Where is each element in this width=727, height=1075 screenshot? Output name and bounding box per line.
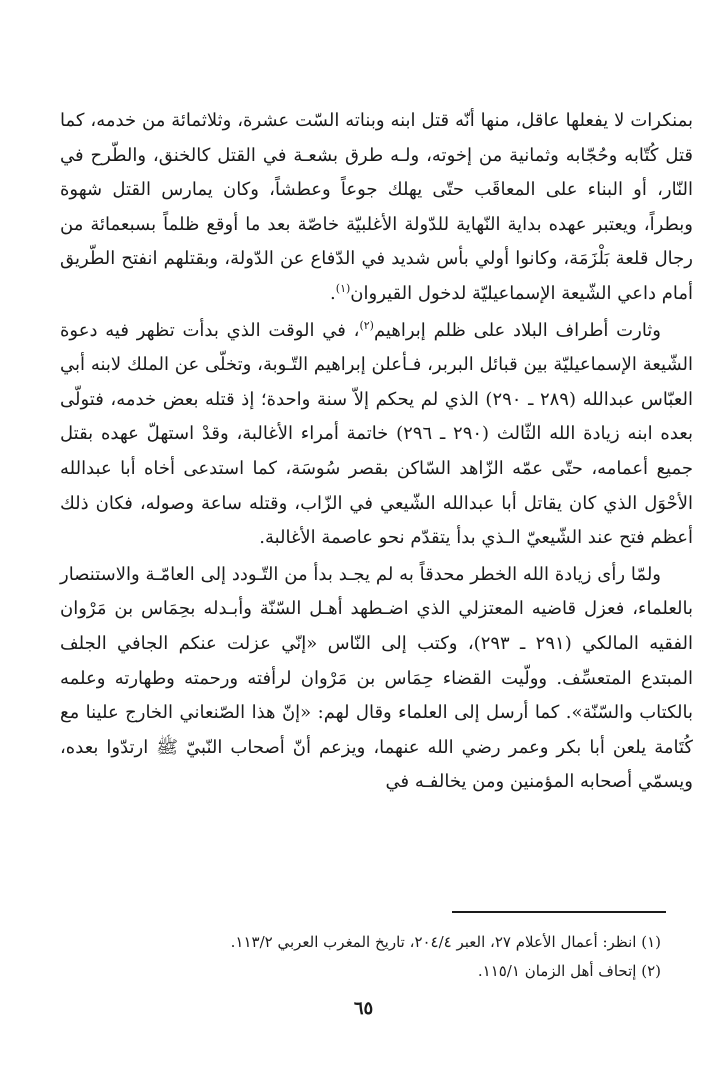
paragraph-2-text: وثارت أطراف البلاد على ظلم إبراهيم — [373, 319, 661, 341]
paragraph-1-text: بمنكرات لا يفعلها عاقل، منها أنّه قتل ابنه وبناته السّت عشرة، وثلاثمائة من خدمه، كما قتل كُتّابه وحُجّابه وثمانية من إخوته، ولـه طرق بشعـة في القتل كالخنق، والطّرح في النّار، أو البناء على المعاقَب حتّى يهلك جوعاً وعطشاً، وكان يمارس القتل شهوة وبطراً، ويعتبر عهده بداية النّهاية للدّولة الأغلبيّة خاصّة بعد ما أوقع ظلماً بسبعمائة من رجال قلعة بَلْزَمَة، وكانوا أولي بأس شديد في الدّفاع عن الدّولة، وبقتلهم انفتح الطّريق أمام داعي الشّيعة الإسماعيليّة لدخول القيروان — [60, 110, 693, 304]
footnotes — [61, 928, 661, 986]
footnote-1: (١) انظر: أعمال الأعلام ٢٧، العبر ٢٠٤/٤، تاريخ المغرب العربي ١١٣/٢. — [230, 933, 661, 951]
paragraph-1-tail: . — [330, 282, 336, 304]
paragraph-3-text: ولمّا رأى زيادة الله الخطر محدقاً به لم يجـد بدأ من التّـودد إلى العامّـة والاستنصار بالعلماء، فعزل قاضيه المعتزلي الذي اضـطهد أهـل السّنّة وأبـدله بحِمَاس بن مَرْوان الفقيه المالكي (٢٩١ ـ ٢٩٣)، وكتب إلى النّاس «إنّي عزلت عنكم الجافي الجلف المبتدع المتعسِّف. وولّيت القضاء حِمَاس بن مَرْوان لرأفته ورحمته وطهارته وعلمه بالكتاب والسّنّة». كما أرسل إلى العلماء وقال لهم: «إنّ هذا الصّنعاني الخارج علينا مع كُتَامة يلعن أبا بكر وعمر رضي الله عنهما، ويزعم أنّ أصحاب النّبيّ ﷺ ارتدّوا بعده، ويسمّي أصحابه المؤمنين ومن يخالفـه في — [60, 563, 693, 793]
footnote-ref-2: (٢) — [359, 318, 374, 332]
paragraph-2 — [60, 314, 693, 556]
paragraph-2-tail: ، في الوقت الذي بدأت تظهر فيه دعوة الشّيعة الإسماعيليّة بين قبائل البربر، فـأعلن إبراهيم التّـوبة، وتخلّى عن الملك لابنه أبي العبّاس عبدالله (٢٨٩ ـ ٢٩٠) الذي لم يحكم إلاّ سنة واحدة؛ إذ قتله بعض خدمه، فتولّى بعده ابنه زيادة الله الثّالث (٢٩٠ ـ ٢٩٦) خاتمة أمراء الأغالبة، وقدْ استهلّ عهده بقتل جميع أعمامه، حتّى عمّه الزّاهد السّاكن بقصر سُوسَة، كما استدعى أخاه أبا عبدالله الأحْوَل الذي كان يقاتل أبا عبدالله الشّيعي في الزّاب، وقتله ساعة وصوله، فكان ذلك أعظم فتح عند الشّيعيّ الـذي بدأ يتقدّم نحو عاصمة الأغالبة. — [60, 319, 693, 549]
footnote-ref-1: (١) — [335, 281, 351, 295]
footnote-2: (٢) إتحاف أهل الزمان ١١٥/١. — [477, 962, 661, 980]
page-number: ٦٥ — [353, 998, 374, 1019]
footnote-divider — [452, 911, 666, 913]
paragraph-3 — [60, 558, 693, 800]
paragraph-1 — [60, 104, 693, 312]
main-text — [60, 104, 693, 800]
